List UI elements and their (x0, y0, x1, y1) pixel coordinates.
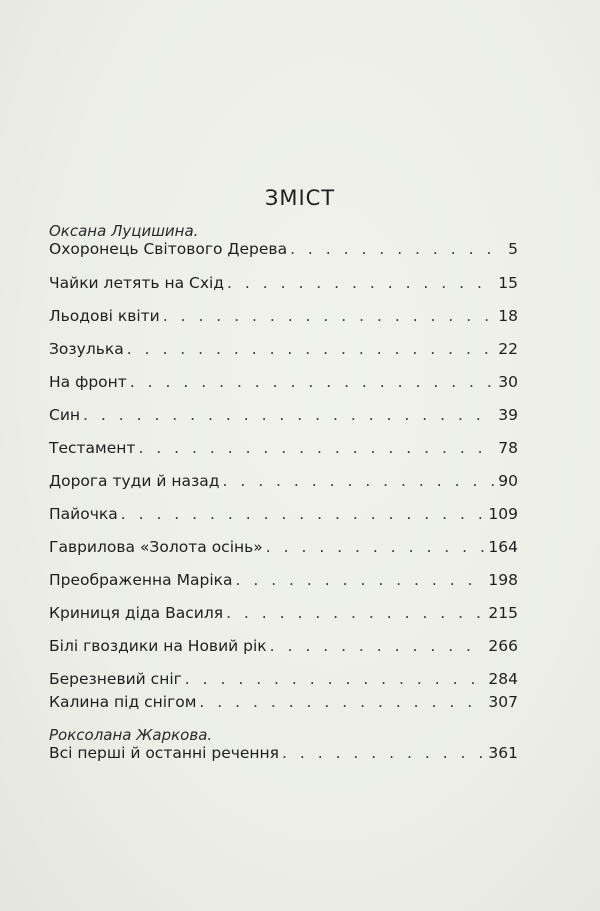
leader-dots (226, 604, 485, 622)
entry-title: Льодові квіти (49, 307, 160, 325)
leader-dots (266, 538, 486, 556)
entry-page-number: 5 (508, 240, 518, 258)
leader-dots (282, 744, 485, 762)
leader-dots (163, 307, 496, 325)
entry-page-number: 361 (488, 744, 518, 762)
entry-page-number: 284 (488, 670, 518, 688)
entry-title: Пайочка (49, 505, 118, 523)
toc-entry[interactable] (49, 439, 518, 457)
entry-title: Преображенна Маріка (49, 571, 233, 589)
entry-page-number: 198 (488, 571, 518, 589)
entry-title: Всі перші й останні речення (49, 744, 280, 762)
leader-dots (235, 571, 485, 589)
toc-entry[interactable] (49, 693, 518, 711)
leader-dots (83, 406, 495, 424)
author-name: Роксолана Жаркова. (49, 726, 213, 744)
toc-entry[interactable] (49, 604, 518, 622)
entry-title: Син (49, 406, 81, 424)
entry-page-number: 22 (498, 340, 518, 358)
entry-title: Дорога туди й назад (49, 472, 220, 490)
leader-dots (270, 637, 486, 655)
entry-title: Тестамент (49, 439, 136, 457)
leader-dots (227, 274, 495, 292)
entry-title: Зозулька (49, 340, 124, 358)
leader-dots (290, 240, 505, 258)
entry-title: Охоронець Світового Дерева (49, 240, 288, 258)
entry-page-number: 78 (498, 439, 518, 457)
toc-entry[interactable] (49, 637, 518, 655)
entry-page-number: 15 (498, 274, 518, 292)
entry-title: На фронт (49, 373, 127, 391)
toc-entry[interactable] (49, 472, 518, 490)
entry-page-number: 215 (488, 604, 518, 622)
toc-entry[interactable] (49, 505, 518, 523)
page-title: ЗМІСТ (264, 186, 336, 211)
entry-page-number: 307 (488, 693, 518, 711)
toc-entry[interactable] (49, 240, 518, 258)
entry-page-number: 164 (488, 538, 518, 556)
toc-entry[interactable] (49, 744, 518, 762)
leader-dots (199, 693, 485, 711)
entry-title: Білі гвоздики на Новий рік (49, 637, 267, 655)
entry-page-number: 90 (498, 472, 518, 490)
entry-title: Гаврилова «Золота осінь» (49, 538, 263, 556)
entry-title: Криниця діда Василя (49, 604, 224, 622)
entry-title: Калина під снігом (49, 693, 197, 711)
toc-entry[interactable] (49, 274, 518, 292)
entry-page-number: 266 (488, 637, 518, 655)
toc-entry[interactable] (49, 538, 518, 556)
leader-dots (138, 439, 495, 457)
toc-entry[interactable] (49, 571, 518, 589)
entry-page-number: 109 (488, 505, 518, 523)
toc-entry[interactable] (49, 406, 518, 424)
entry-title: Березневий сніг (49, 670, 182, 688)
leader-dots (127, 340, 496, 358)
entry-page-number: 30 (498, 373, 518, 391)
entry-title: Чайки летять на Схід (49, 274, 225, 292)
author-name: Оксана Луцишина. (49, 222, 199, 240)
toc-entry[interactable] (49, 340, 518, 358)
entry-page-number: 39 (498, 406, 518, 424)
toc-section (49, 726, 518, 762)
leader-dots (121, 505, 486, 523)
leader-dots (185, 670, 486, 688)
leader-dots (130, 373, 495, 391)
leader-dots (223, 472, 496, 490)
toc-entry[interactable] (49, 307, 518, 325)
entry-page-number: 18 (498, 307, 518, 325)
toc-entry[interactable] (49, 373, 518, 391)
toc-section (49, 222, 518, 711)
toc-entry[interactable] (49, 670, 518, 688)
